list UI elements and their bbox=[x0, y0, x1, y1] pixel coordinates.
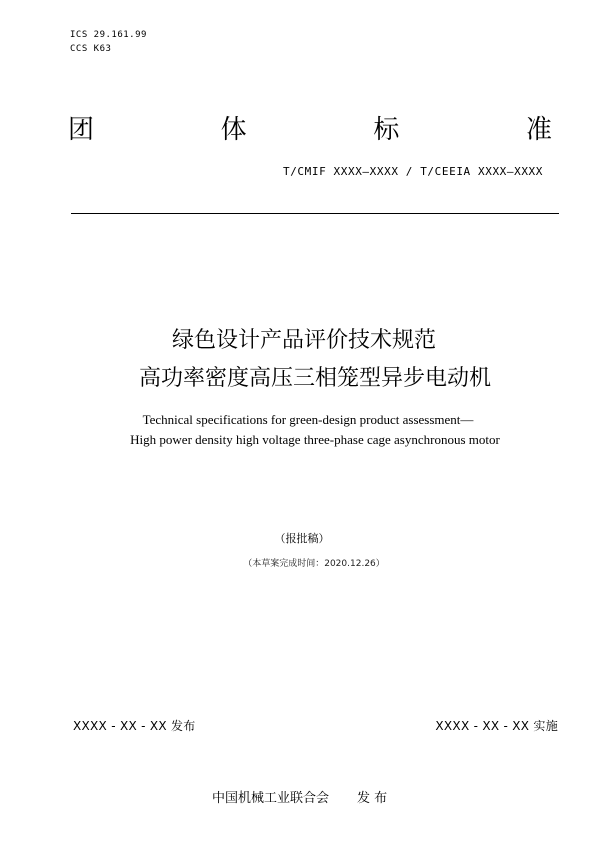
english-title-line-1: Technical specifications for green-design product assessment— bbox=[142, 412, 474, 427]
standard-type-char: 准 bbox=[525, 115, 552, 145]
draft-status: （报批稿） bbox=[274, 532, 330, 545]
ccs-code: CCS K63 bbox=[70, 44, 112, 54]
standard-type-heading bbox=[68, 112, 552, 148]
standard-type-char: 标 bbox=[373, 115, 400, 145]
issue-date: XXXX - XX - XX 发布 bbox=[73, 719, 196, 733]
ics-code: ICS 29.161.99 bbox=[70, 30, 147, 40]
publisher-action: 发 布 bbox=[357, 791, 388, 806]
english-title-line-2: High power density high voltage three-phase cage asynchronous motor bbox=[130, 432, 500, 447]
implementation-date: XXXX - XX - XX 实施 bbox=[435, 719, 558, 733]
standard-type-char: 体 bbox=[220, 115, 247, 145]
chinese-title-line-2: 高功率密度高压三相笼型异步电动机 bbox=[138, 366, 491, 391]
header-divider bbox=[71, 213, 559, 214]
draft-completion-date: （本草案完成时间：2020.12.26） bbox=[243, 559, 385, 569]
publisher-line bbox=[212, 787, 387, 806]
publisher-name: 中国机械工业联合会 bbox=[212, 791, 330, 806]
standard-number: T/CMIF XXXX—XXXX / T/CEEIA XXXX—XXXX bbox=[282, 165, 543, 178]
standard-type-char: 团 bbox=[68, 115, 95, 145]
chinese-title-line-1: 绿色设计产品评价技术规范 bbox=[171, 328, 436, 353]
